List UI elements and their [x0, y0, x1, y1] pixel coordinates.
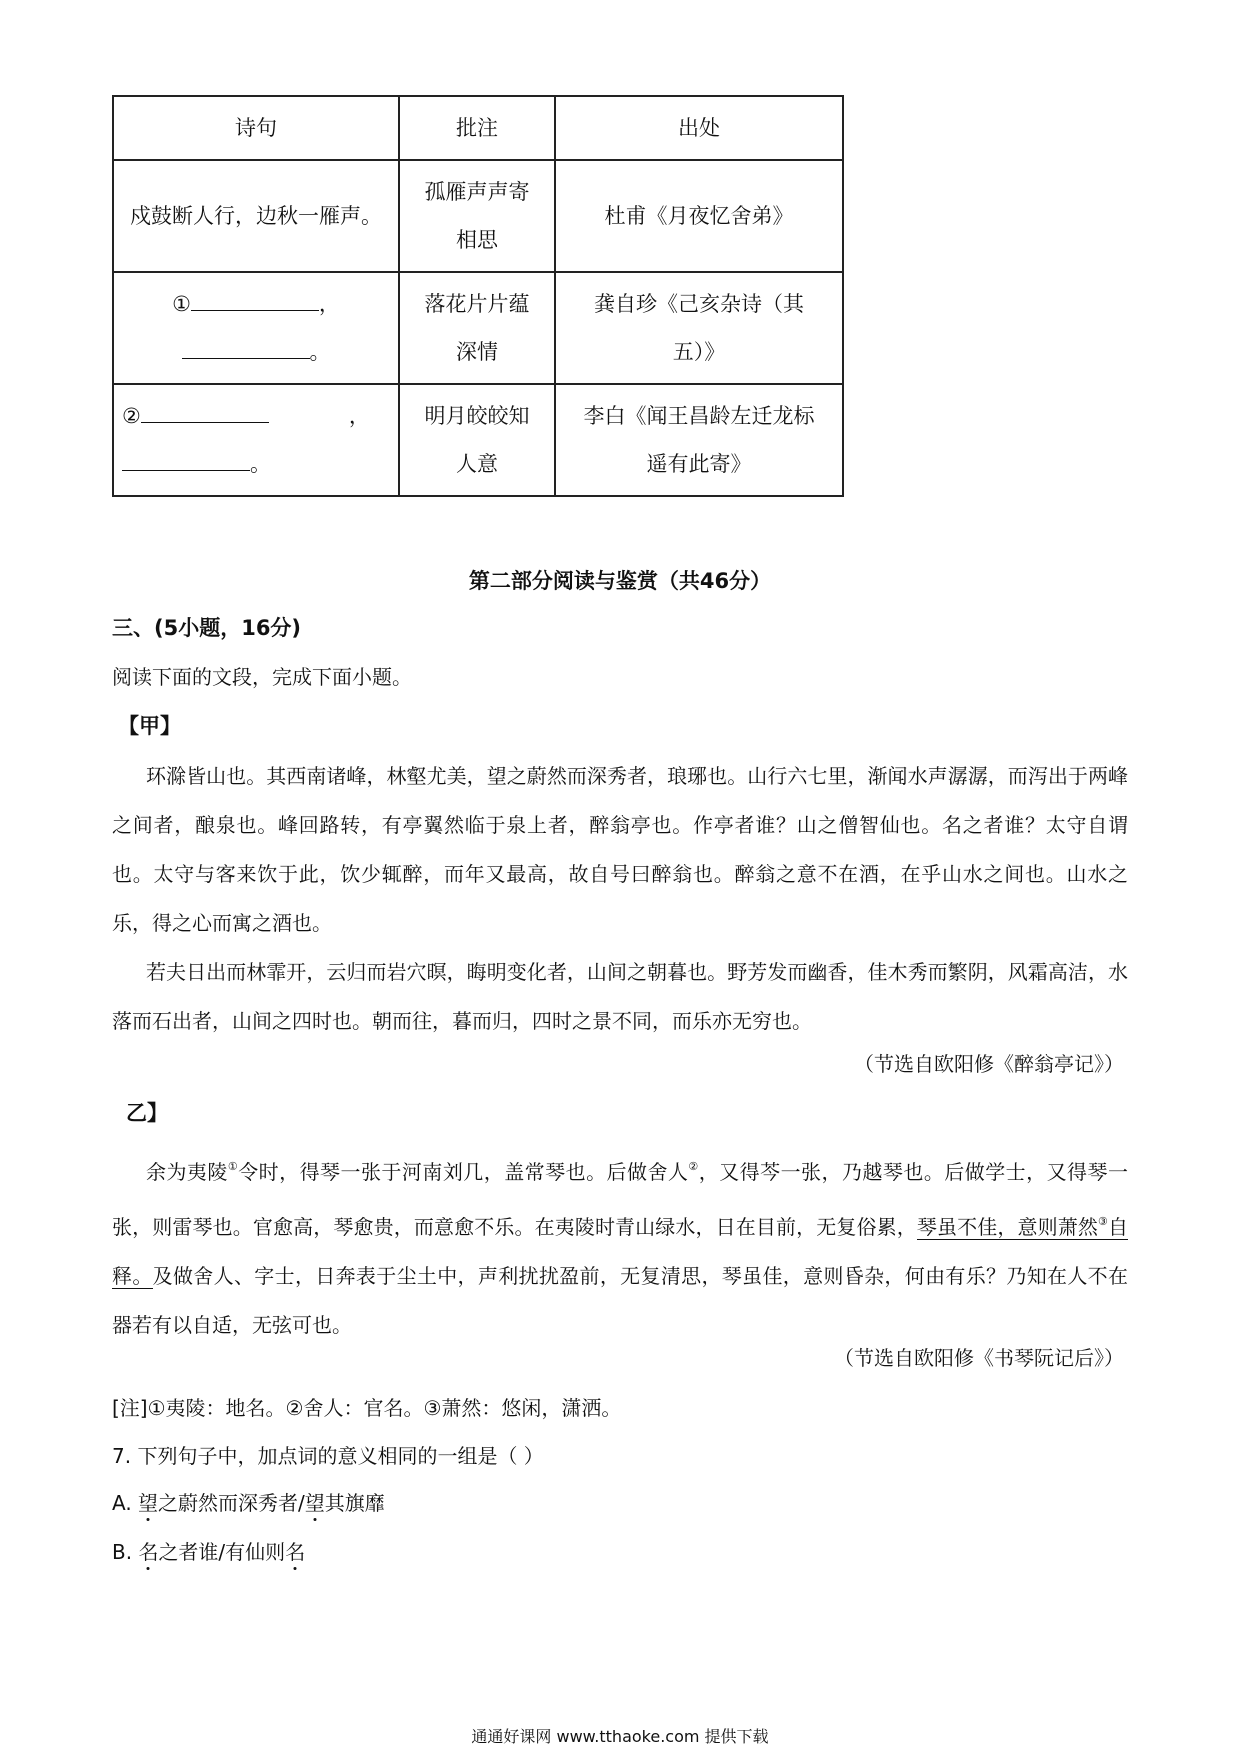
passage-yi-source: （节选自欧阳修《书琴阮记后》）	[834, 1346, 1124, 1370]
source-line: 杜甫《月夜忆舍弟》	[604, 204, 794, 228]
header-note: 批注	[399, 96, 555, 160]
passage-jia-para2: 若夫日出而林霏开，云归而岩穴暝，晦明变化者，山间之朝暮也。野芳发而幽香，佳木秀而繁阴，风霜高洁，水落而石出者，山间之四时也。朝而往，暮而归，四时之景不同，而乐亦无穷也。	[112, 960, 1128, 1033]
passage-jia-source: （节选自欧阳修《醉翁亭记》）	[854, 1052, 1124, 1076]
verse-cell-2	[113, 272, 399, 384]
text-span: 余为夷陵	[146, 1160, 228, 1184]
answer-blank[interactable]	[182, 336, 310, 359]
header-verse: 诗句	[113, 96, 399, 160]
question-stem: 7. 下列句子中，加点词的意义相同的一组是（ ）	[112, 1444, 544, 1468]
text-span: 及做舍人、字士，日奔表于尘土中，声利扰扰盈前，无复清思，琴虽佳，意则昏杂，何由有乐？乃知在人不在器若有以自适，无弦可也。	[112, 1264, 1129, 1337]
passage-yi-text	[112, 1142, 1128, 1350]
note-line: 深情	[456, 340, 498, 364]
dotted-word: 名	[285, 1540, 306, 1564]
source-line: 五）》	[672, 340, 726, 364]
dotted-word: 名	[138, 1540, 159, 1564]
note-cell-2	[399, 272, 555, 384]
dotted-word: 望	[138, 1491, 159, 1515]
option-b[interactable]	[112, 1536, 305, 1565]
passage-jia-label: 【甲】	[118, 714, 181, 738]
footnote-ref: ③	[1098, 1215, 1108, 1228]
part-heading: 三、(5小题，16分)	[112, 616, 302, 640]
blank-number: ②	[122, 404, 141, 428]
punct: 。	[250, 452, 271, 476]
poem-table	[112, 95, 844, 497]
text-span: 琴虽不佳，意则萧然	[916, 1215, 1099, 1239]
text-span: 令时，得琴一张于河南刘几，盖常琴也。后做舍人	[238, 1160, 689, 1184]
page-footer: 通通好课网 www.tthaoke.com 提供下载	[471, 1727, 769, 1746]
note-cell-1	[399, 160, 555, 272]
passage-yi-label: 乙】	[126, 1101, 168, 1125]
passage-jia-para1: 环滁皆山也。其西南诸峰，林壑尤美，望之蔚然而深秀者，琅琊也。山行六七里，渐闻水声潺潺，而泻出于两峰之间者，酿泉也。峰回路转，有亭翼然临于泉上者，醉翁亭也。作亭者谁？山之僧智仙也。名之者谁？太守自谓也。太守与客来饮于此，饮少辄醉，而年又最高，故自号曰醉翁也。醉翁之意不在酒，在乎山水之间也。山水之乐，得之心而寓之酒也。	[112, 764, 1128, 935]
text-span: 自释。	[112, 1215, 1128, 1288]
text-span: 其旗靡	[324, 1491, 385, 1515]
answer-blank[interactable]	[141, 400, 269, 423]
text-span: 之蔚然而深秀者/	[158, 1491, 305, 1515]
text-span: 之者谁/有仙则	[158, 1540, 286, 1564]
note-line: 落花片片蕴	[424, 292, 530, 316]
option-a[interactable]	[112, 1487, 385, 1516]
punct: 。	[309, 340, 331, 364]
note-line: 孤雁声声寄	[424, 180, 530, 204]
source-cell-1	[555, 160, 843, 272]
source-line: 龚自珍《己亥杂诗（其	[594, 292, 804, 316]
source-cell-3	[555, 384, 843, 496]
note-line: 明月皎皎知	[424, 404, 530, 428]
passage-yi	[112, 1142, 1128, 1350]
instruction: 阅读下面的文段，完成下面小题。	[112, 665, 412, 689]
note-cell-3	[399, 384, 555, 496]
verse-cell-3	[113, 384, 399, 496]
answer-blank[interactable]	[191, 288, 319, 311]
punct: ，	[318, 292, 340, 316]
section-title: 第二部分阅读与鉴赏（共46分）	[468, 569, 772, 593]
dotted-word: 望	[304, 1491, 325, 1515]
passage-jia	[112, 752, 1128, 1046]
answer-blank[interactable]	[122, 448, 250, 471]
source-cell-2	[555, 272, 843, 384]
verse-cell-1	[113, 160, 399, 272]
source-line: 遥有此寄》	[646, 452, 752, 476]
annotation-note: [注]①夷陵：地名。②舍人：官名。③萧然：悠闲，潇洒。	[112, 1396, 622, 1420]
blank-number: ①	[172, 292, 191, 316]
header-source: 出处	[555, 96, 843, 160]
text-span: ，又得芩一张，乃越琴也。后做学士，又得琴一张，则雷琴也。官愈高，琴愈贵，而意愈不乐。在夷陵时青山绿水，日在目前，无复俗累，	[112, 1160, 1128, 1239]
source-line: 李白《闻王昌龄左迁龙标	[583, 404, 815, 428]
footnote-ref: ①	[227, 1160, 239, 1173]
verse-text: 戍鼓断人行，边秋一雁声。	[130, 204, 382, 228]
option-label: A.	[112, 1491, 132, 1515]
note-line: 人意	[456, 452, 498, 476]
punct: ，	[348, 404, 370, 428]
footnote-ref: ②	[688, 1160, 699, 1173]
note-line: 相思	[456, 228, 498, 252]
option-label: B.	[112, 1540, 133, 1564]
